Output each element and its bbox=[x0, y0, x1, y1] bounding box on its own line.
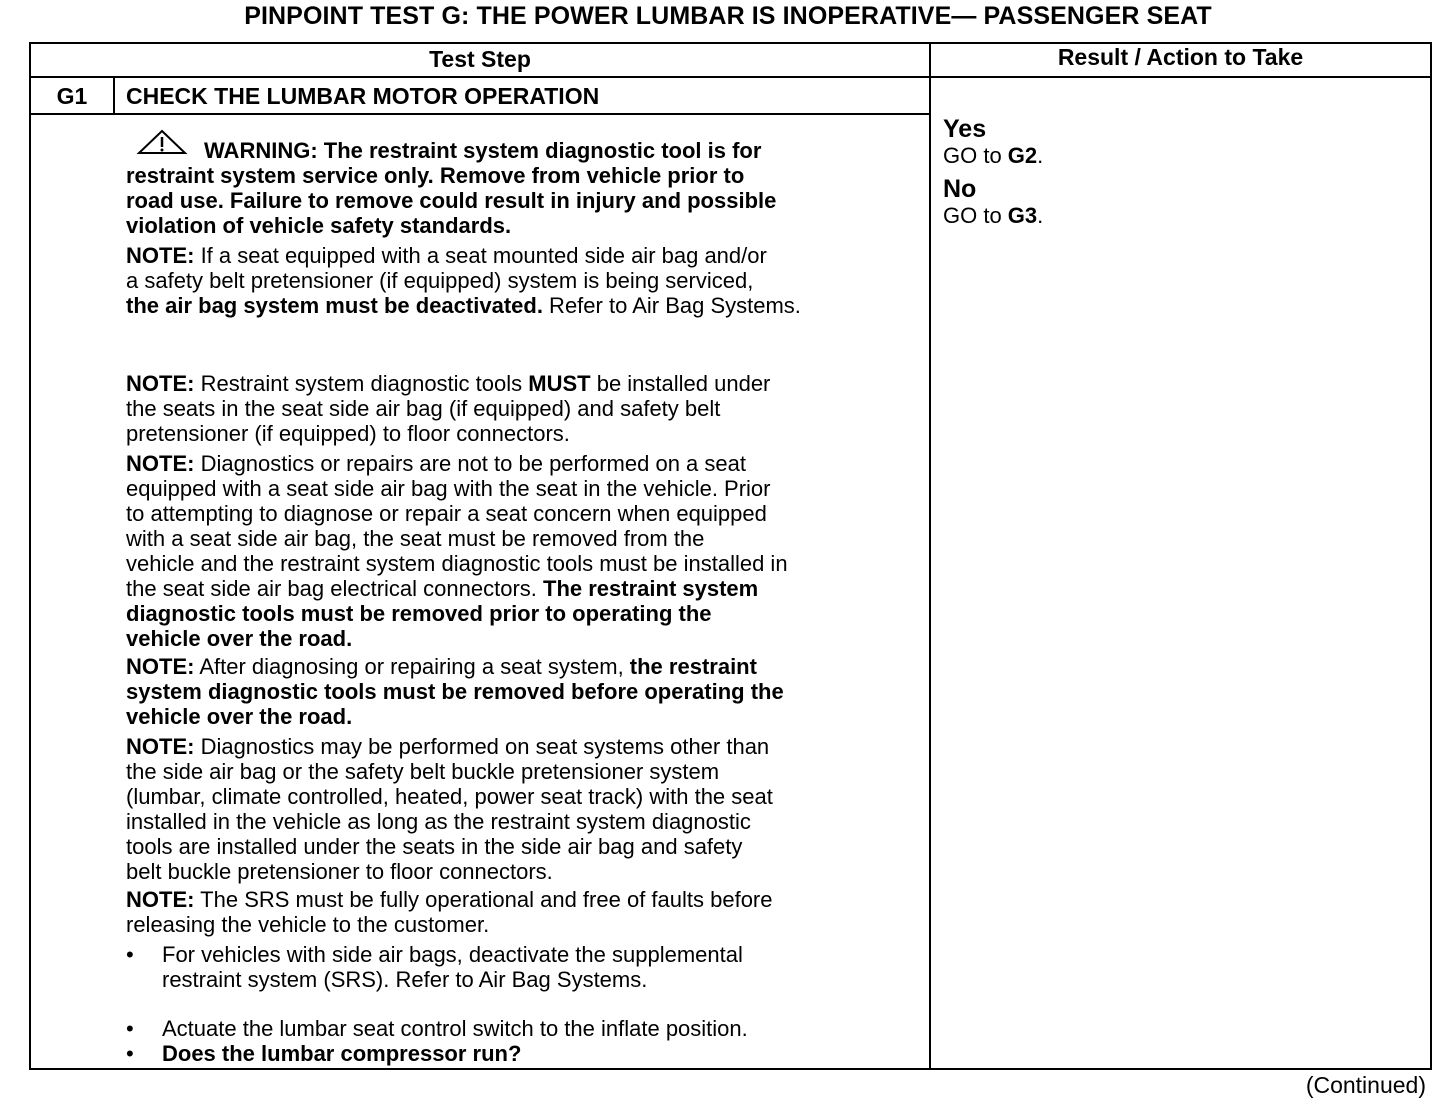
note-label: NOTE: bbox=[126, 734, 195, 759]
note1-line-2: a safety belt pretensioner (if equipped) system is being serviced, bbox=[126, 268, 754, 293]
bullet-dot-icon: • bbox=[126, 1041, 134, 1066]
note1-line-1 bbox=[126, 243, 767, 268]
step-id-divider bbox=[113, 76, 115, 115]
note3-line-1 bbox=[126, 451, 746, 476]
step-row-divider bbox=[29, 113, 931, 115]
go-to-text: GO to bbox=[943, 203, 1008, 228]
note2-line-1 bbox=[126, 371, 770, 396]
bullet-dot-icon: • bbox=[126, 1016, 134, 1041]
note-emphasis: the air bag system must be deactivated. bbox=[126, 293, 543, 318]
note3-line-8: vehicle over the road. bbox=[126, 626, 353, 651]
note-emphasis: the restraint bbox=[629, 654, 757, 679]
note4-line-1 bbox=[126, 654, 757, 679]
note-text: Diagnostics may be performed on seat systems other than bbox=[194, 734, 770, 759]
note4-line-3: vehicle over the road. bbox=[126, 704, 353, 729]
note-text: the seat side air bag electrical connectors. bbox=[126, 576, 544, 601]
note-text: If a seat equipped with a seat mounted side air bag and/or bbox=[194, 243, 767, 268]
note-label: NOTE: bbox=[126, 887, 195, 912]
header-result-action: Result / Action to Take bbox=[1057, 44, 1304, 70]
note3-line-7: diagnostic tools must be removed prior to operating the bbox=[126, 601, 712, 626]
warning-triangle-icon bbox=[136, 128, 188, 156]
note6-line-2: releasing the vehicle to the customer. bbox=[126, 912, 490, 937]
note3-line-4: with a seat side air bag, the seat must be removed from the bbox=[126, 526, 705, 551]
note5-line-6: belt buckle pretensioner to floor connectors. bbox=[126, 859, 553, 884]
result-no-action bbox=[943, 203, 1043, 229]
note-label: NOTE: bbox=[126, 654, 195, 679]
go-to-text: GO to bbox=[943, 143, 1008, 168]
note-text: Refer to Air Bag Systems. bbox=[542, 293, 801, 318]
note6-line-1 bbox=[126, 887, 773, 912]
note-text: The SRS must be fully operational and free of faults before bbox=[194, 887, 773, 912]
note3-line-5: vehicle and the restraint system diagnostic tools must be installed in bbox=[126, 551, 788, 576]
result-no-label: No bbox=[943, 175, 977, 203]
warning-line-4: violation of vehicle safety standards. bbox=[126, 213, 512, 238]
note-emphasis: MUST bbox=[528, 371, 591, 396]
note-text: After diagnosing or repairing a seat system, bbox=[194, 654, 630, 679]
note-text: be installed under bbox=[590, 371, 771, 396]
note5-line-2: the side air bag or the safety belt buckle pretensioner system bbox=[126, 759, 720, 784]
period: . bbox=[1037, 143, 1044, 168]
note-text: Restraint system diagnostic tools bbox=[194, 371, 529, 396]
note1-line-3 bbox=[126, 293, 801, 318]
note-label: NOTE: bbox=[126, 371, 195, 396]
note-emphasis: The restraint system bbox=[543, 576, 759, 601]
note3-line-2: equipped with a seat side air bag with the seat in the vehicle. Prior bbox=[126, 476, 771, 501]
note3-line-3: to attempting to diagnose or repair a seat concern when equipped bbox=[126, 501, 767, 526]
bullet3-question: Does the lumbar compressor run? bbox=[162, 1041, 522, 1066]
bullet2-line: Actuate the lumbar seat control switch to the inflate position. bbox=[162, 1016, 748, 1041]
bullet-dot-icon: • bbox=[126, 942, 134, 967]
header-test-step: Test Step bbox=[429, 46, 531, 72]
note3-line-6 bbox=[126, 576, 758, 601]
bullet1-line-1: For vehicles with side air bags, deactivate the supplemental bbox=[162, 942, 743, 967]
result-yes-action bbox=[943, 143, 1043, 169]
warning-line-2: restraint system service only. Remove from vehicle prior to bbox=[126, 163, 745, 188]
note2-line-2: the seats in the seat side air bag (if equipped) and safety belt bbox=[126, 396, 721, 421]
note5-line-4: installed in the vehicle as long as the restraint system diagnostic bbox=[126, 809, 751, 834]
header-divider bbox=[29, 76, 1432, 78]
column-divider bbox=[929, 42, 931, 1070]
note-label: NOTE: bbox=[126, 243, 195, 268]
note5-line-5: tools are installed under the seats in the side air bag and safety bbox=[126, 834, 743, 859]
note5-line-1 bbox=[126, 734, 769, 759]
go-to-target: G2 bbox=[1007, 143, 1038, 168]
note-label: NOTE: bbox=[126, 451, 195, 476]
warning-line-1: WARNING: The restraint system diagnostic tool is for bbox=[204, 138, 762, 163]
note-text: Diagnostics or repairs are not to be performed on a seat bbox=[194, 451, 746, 476]
step-id: G1 bbox=[56, 83, 88, 109]
page-title: PINPOINT TEST G: THE POWER LUMBAR IS INOPERATIVE— PASSENGER SEAT bbox=[244, 2, 1212, 30]
note2-line-3: pretensioner (if equipped) to floor connectors. bbox=[126, 421, 570, 446]
step-title: CHECK THE LUMBAR MOTOR OPERATION bbox=[126, 83, 600, 109]
note4-line-2: system diagnostic tools must be removed before operating the bbox=[126, 679, 784, 704]
note5-line-3: (lumbar, climate controlled, heated, power seat track) with the seat bbox=[126, 784, 773, 809]
result-yes-label: Yes bbox=[943, 115, 987, 143]
period: . bbox=[1037, 203, 1044, 228]
continued-label: (Continued) bbox=[1305, 1072, 1426, 1098]
bullet1-line-2: restraint system (SRS). Refer to Air Bag Systems. bbox=[162, 967, 648, 992]
go-to-target: G3 bbox=[1007, 203, 1038, 228]
warning-line-3: road use. Failure to remove could result in injury and possible bbox=[126, 188, 777, 213]
